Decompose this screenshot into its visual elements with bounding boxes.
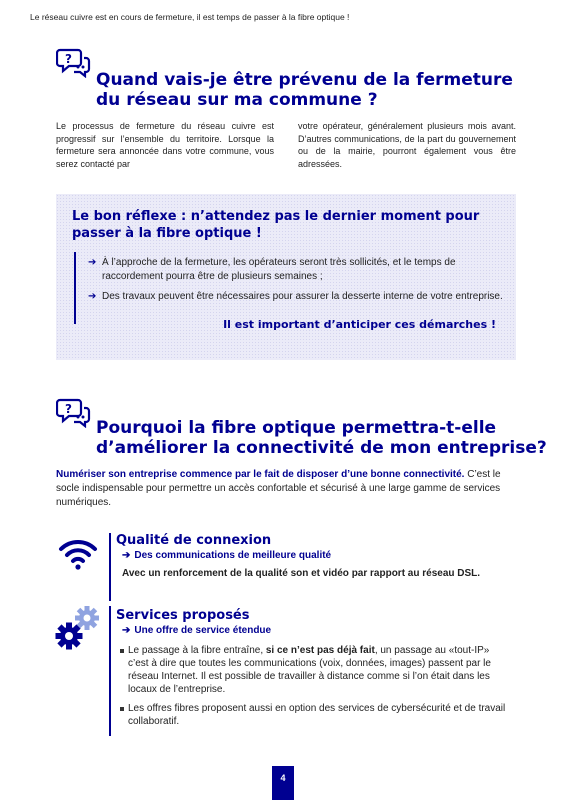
gears-icon <box>54 604 102 652</box>
section1-title: Quand vais-je être prévenu de la fermeture du réseau sur ma commune ? <box>96 70 513 110</box>
services-subtitle: ➔ Une offre de service étendue <box>122 625 272 636</box>
wifi-icon <box>58 536 98 570</box>
quality-divider <box>109 533 111 601</box>
question-bubble-icon <box>56 396 92 428</box>
svg-text:?: ? <box>65 52 72 66</box>
tip-box-title: Le bon réflexe : n’attendez pas le dernier moment pour passer à la fibre optique ! <box>72 209 480 241</box>
services-list <box>118 644 508 732</box>
page-number: 4 <box>272 766 294 800</box>
services-title: Services proposés <box>116 608 250 623</box>
page-header: Le réseau cuivre est en cours de fermeture, il est temps de passer à la fibre optique ! <box>30 12 350 22</box>
list-item: ➔ Des travaux peuvent être nécessaires pour assurer la desserte interne de votre entreprise. <box>88 291 503 302</box>
arrow-right-icon: ➔ <box>122 625 131 636</box>
section1-col2: votre opérateur, généralement plusieurs mois avant. D’autres communications, de la part du gouvernement ou de la mairie, pourront également vous être adressées. <box>298 121 516 169</box>
list-item: Le passage à la fibre entraîne, si ce n’est pas déjà fait, un passage au «tout-IP» c’est à dire que toutes les communications (voix, données, images) passent par le réseau Internet. Il est possible de travailler à distance comme si l’on était dans les locaux de l’entreprise. <box>118 644 508 696</box>
section1-col1: Le processus de fermeture du réseau cuivre est progressif sur l’ensemble du territoire. Lorsque la fermeture sera annoncée dans votre commune, vous serez contacté par <box>56 121 274 169</box>
tip-box-divider <box>74 252 76 324</box>
list-item: Les offres fibres proposent aussi en option des services de cybersécurité et de travail collaboratif. <box>118 702 508 728</box>
list-item: ➔ À l’approche de la fermeture, les opérateurs seront très sollicités, et le temps de raccordement pourra être de plusieurs semaines ; <box>88 257 456 282</box>
quality-subtitle: ➔ Des communications de meilleure qualité <box>122 550 332 561</box>
section1-body <box>56 120 516 170</box>
tip-box-note: Il est important d’anticiper ces démarches ! <box>223 318 496 331</box>
quality-title: Qualité de connexion <box>116 533 272 548</box>
arrow-right-icon: ➔ <box>88 257 97 268</box>
svg-text:?: ? <box>65 402 72 416</box>
tip-box-list <box>88 256 504 310</box>
section2-intro: Numériser son entreprise commence par le fait de disposer d’une bonne connectivité. C’est le socle indispensable pour permettre un accès confortable et sécurisé à une large gamme de services numériques. <box>56 469 501 508</box>
arrow-right-icon: ➔ <box>122 550 131 561</box>
tip-box <box>56 194 516 360</box>
section2-title: Pourquoi la fibre optique permettra-t-elle d’améliorer la connectivité de mon entreprise? <box>96 418 547 458</box>
services-divider <box>109 606 111 736</box>
quality-text: Avec un renforcement de la qualité son et vidéo par rapport au réseau DSL. <box>122 568 481 579</box>
question-bubble-icon <box>56 46 92 78</box>
arrow-right-icon: ➔ <box>88 291 97 302</box>
